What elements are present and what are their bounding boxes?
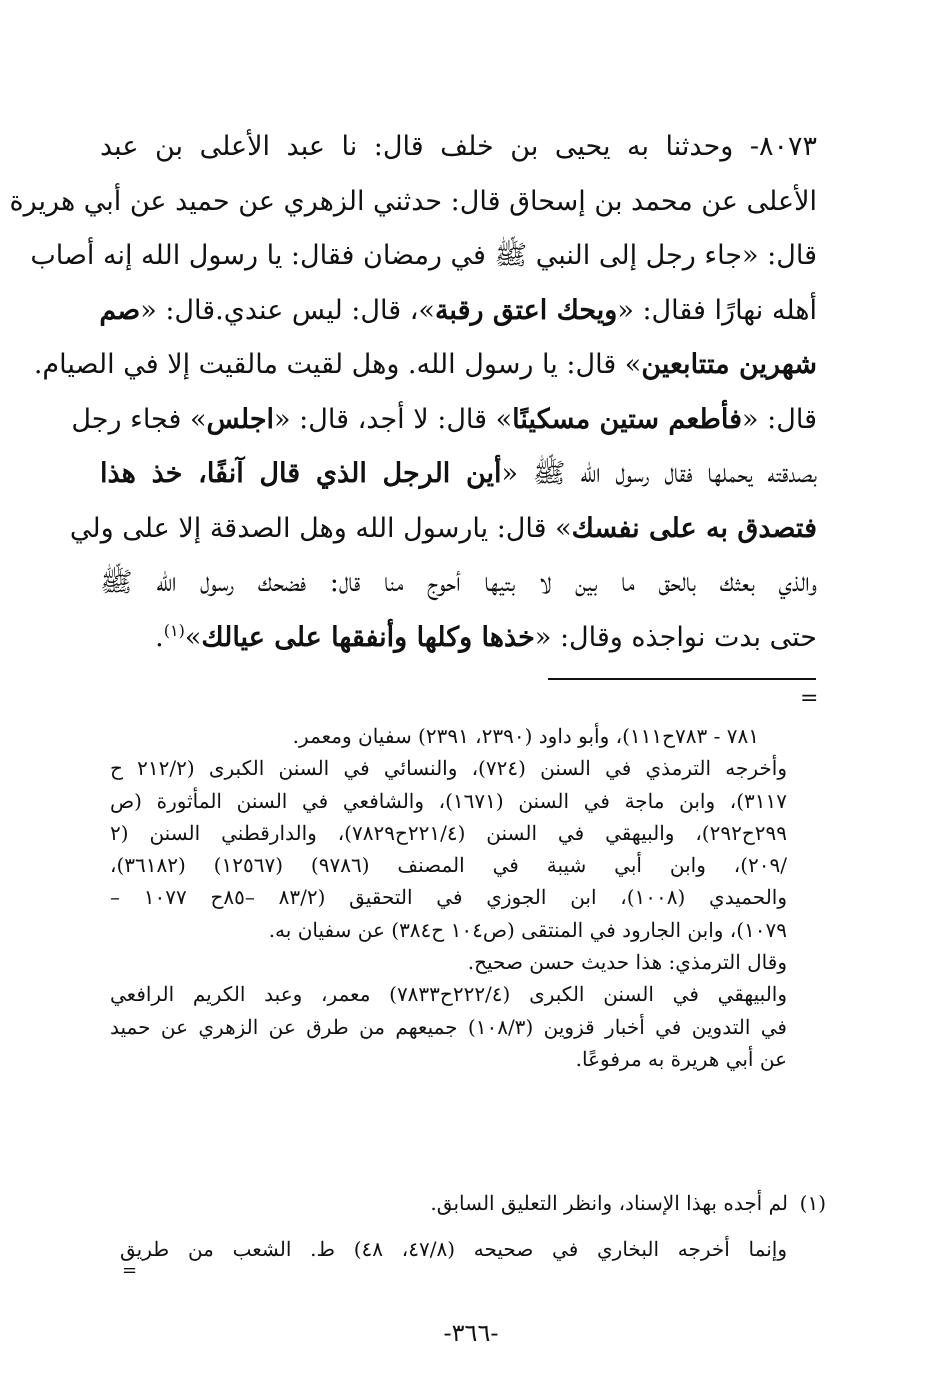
hadith-segment: » bbox=[184, 621, 202, 653]
hadith-segment: بصدقته يحملها فقال رسول الله ﷺ « bbox=[501, 458, 817, 489]
footnote-1-label: (١) bbox=[799, 1191, 826, 1215]
hadith-line bbox=[100, 120, 817, 175]
hadith-segment: » قال: لا أجد، قال: « bbox=[274, 403, 513, 435]
hadith-quote-bold: ويحك اعتق رقبة bbox=[434, 294, 618, 326]
footnote-line: ١٠٧٩)، وابن الجارود في المنتقى (ص١٠٤ ح٣٨٤) عن سفيان به. bbox=[268, 917, 787, 942]
hadith-segment: والذي بعثك بالحق ما بين لا بتيها أحوج منا قال: فضحك رسول الله ﷺ bbox=[100, 567, 817, 598]
page-number: -٣٦٦- bbox=[443, 1319, 499, 1347]
footnote-line: والحميدي (١٠٠٨)، ابن الجوزي في التحقيق (٨٣/٢ –٨٥ح ١٠٧٧ – bbox=[110, 885, 788, 910]
hadith-quote-bold: شهرين متتابعين bbox=[641, 349, 817, 380]
footnote-separator bbox=[548, 678, 816, 680]
hadith-segment: حتى بدت نواجذه وقال: « bbox=[534, 621, 817, 653]
footnote-1-continued: وإنما أخرجه البخاري في صحيحه (٤٧/٨، ٤٨) ط. الشعب من طريق bbox=[120, 1237, 787, 1261]
hadith-quote-bold: اجلس bbox=[206, 403, 275, 435]
hadith-segment: » قال: يارسول الله وهل الصدقة إلا على ولي bbox=[69, 512, 572, 544]
hadith-line bbox=[100, 447, 817, 502]
hadith-segment: . bbox=[155, 621, 164, 653]
hadith-segment: ٨٠٧٣- وحدثنا به يحيى بن خلف قال: نا عبد الأعلى بن عبد bbox=[100, 131, 817, 162]
hadith-segment: »، قال: ليس عندي.قال: « bbox=[140, 294, 435, 326]
hadith-line bbox=[69, 502, 817, 557]
hadith-segment: قال: « bbox=[742, 403, 817, 435]
footnote-line: والبيهقي في السنن الكبرى (٢٢٢/٤ح٧٨٣٣) معمر، وعبد الكريم الرافعي bbox=[110, 982, 787, 1007]
continuation-mark: = bbox=[800, 686, 819, 711]
footnote-line: ٢٩٩ح٢٩٢)، والبيهقي في السنن (٢٢١/٤ح٧٨٢٩)، والدارقطني السنن (٢ bbox=[110, 820, 788, 845]
footnote-line: في التدوين في أخبار قزوين (١٠٨/٣) جميعهم من طرق عن الزهري عن حميد bbox=[110, 1014, 787, 1039]
hadith-text bbox=[9, 120, 817, 665]
footnotes-continued bbox=[110, 720, 787, 1075]
footnote-line: عن أبي هريرة به مرفوعًا. bbox=[575, 1046, 787, 1071]
hadith-line bbox=[71, 393, 817, 448]
hadith-quote-bold: أين الرجل الذي قال آنفًا، خذ هذا bbox=[100, 458, 502, 489]
footnote-ref: (١) bbox=[163, 620, 185, 640]
footnote-line: ٣١١٧)، وابن ماجة في السنن (١٦٧١)، والشافعي في السنن المأثورة (ص bbox=[110, 788, 787, 813]
footnote-line: وأخرجه الترمذي في السنن (٧٢٤)، والنسائي في السنن الكبرى (٢١٢/٢ ح bbox=[110, 756, 787, 781]
hadith-quote-bold: صم bbox=[99, 294, 141, 326]
footnote-1-text: لم أجده بهذا الإسناد، وانظر التعليق السابق. bbox=[430, 1191, 788, 1215]
hadith-segment: الأعلى عن محمد بن إسحاق قال: حدثني الزهري عن حميد عن أبي هريرة bbox=[9, 185, 817, 217]
hadith-segment: » فجاء رجل bbox=[71, 403, 207, 435]
hadith-line bbox=[100, 284, 817, 339]
hadith-line bbox=[9, 175, 817, 230]
hadith-quote-bold: خذها وكلها وأنفقها على عيالك bbox=[201, 621, 535, 653]
hadith-segment: قال: «جاء رجل إلى النبي ﷺ في رمضان فقال: يا رسول الله إنه أصاب bbox=[30, 240, 817, 271]
hadith-quote-bold: فأطعم ستين مسكينًا bbox=[512, 403, 743, 435]
bottom-continuation-mark: = bbox=[122, 1260, 138, 1281]
footnote-line: وقال الترمذي: هذا حديث حسن صحيح. bbox=[467, 950, 787, 975]
hadith-quote-bold: فتصدق به على نفسك bbox=[571, 512, 817, 544]
hadith-line bbox=[100, 556, 817, 611]
hadith-segment: أهله نهارًا فقال: « bbox=[617, 294, 817, 326]
hadith-line bbox=[30, 229, 817, 284]
hadith-line bbox=[33, 338, 817, 393]
hadith-line bbox=[100, 611, 817, 666]
footnote-line: /٢٠٩)، وابن أبي شيبة في المصنف (٩٧٨٦) (١٢٥٦٧) (٣٦١٨٢)، bbox=[110, 853, 788, 878]
footnote-line: ٧٨١ - ٧٨٣ح١١١)، وأبو داود (٢٣٩٠، ٢٣٩١) سفيان ومعمر. bbox=[292, 724, 759, 748]
hadith-segment: » قال: يا رسول الله. وهل لقيت مالقيت إلا في الصيام. bbox=[33, 349, 642, 380]
